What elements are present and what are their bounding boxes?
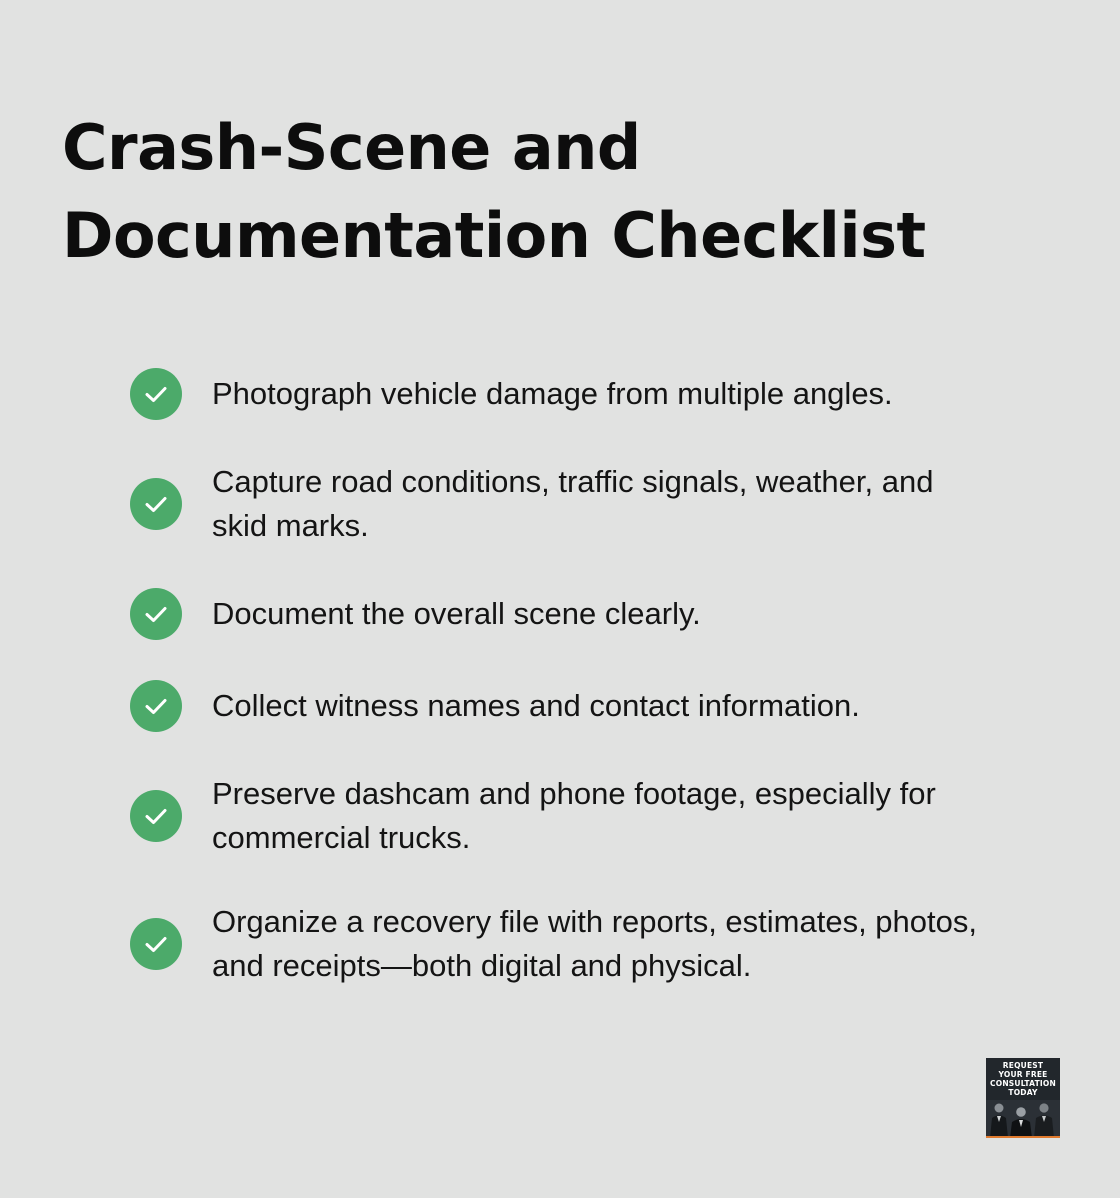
checklist-item-line: and receipts—both digital and physical. [212,948,752,983]
attorneys-photo-icon [986,1100,1060,1138]
check-circle-icon [130,680,182,732]
badge-line: CONSULTATION [990,1079,1056,1088]
checklist-item-line: skid marks. [212,508,369,543]
checklist-item-text [212,900,1062,988]
badge-line: TODAY [1008,1088,1038,1097]
checklist-item-line: Document the overall scene clearly. [212,596,701,631]
check-circle-icon [130,790,182,842]
check-circle-icon [130,588,182,640]
title-line-1: Crash-Scene and [62,111,641,184]
free-consultation-badge[interactable] [986,1058,1060,1138]
checklist-item-line: Capture road conditions, traffic signals, weather, and [212,464,934,499]
checklist-item-text [212,372,1062,416]
checklist-item-text [212,772,1062,860]
checklist-item-line: commercial trucks. [212,820,471,855]
checklist-item-line: Collect witness names and contact information. [212,688,860,723]
checklist-item-text [212,592,1062,636]
checklist-item-line: Organize a recovery file with reports, estimates, photos, [212,904,977,939]
checklist-item-line: Preserve dashcam and phone footage, especially for [212,776,936,811]
badge-line: YOUR FREE [998,1070,1048,1079]
checklist-item-text [212,684,1062,728]
title-line-2: Documentation Checklist [62,199,926,272]
badge-line: REQUEST [1002,1061,1044,1070]
check-circle-icon [130,368,182,420]
checklist-item-line: Photograph vehicle damage from multiple angles. [212,376,893,411]
check-circle-icon [130,918,182,970]
badge-text [986,1061,1060,1097]
check-circle-icon [130,478,182,530]
checklist-item-text [212,460,1062,548]
